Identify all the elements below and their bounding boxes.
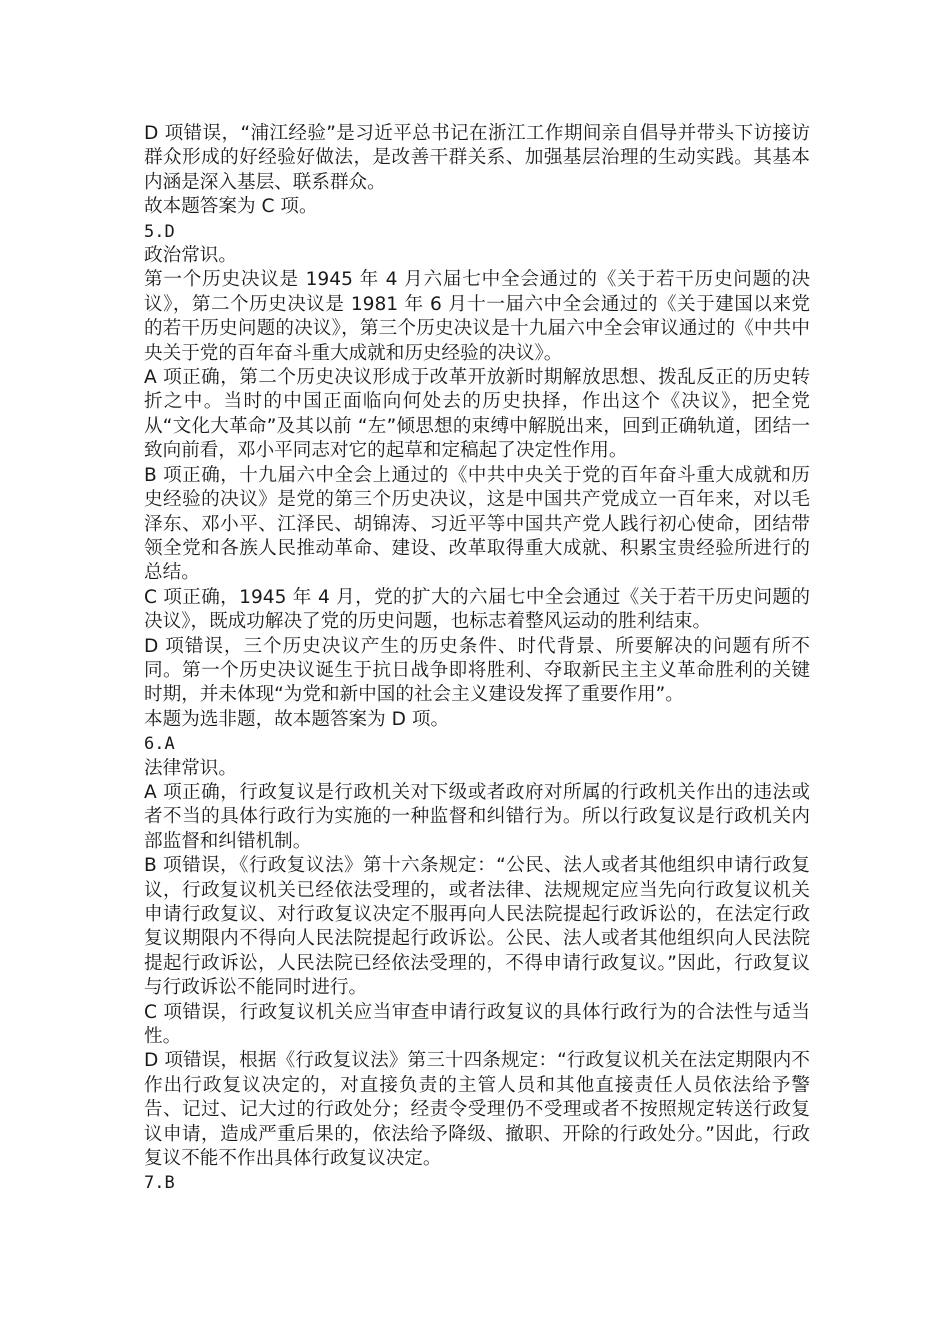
paragraph-d-pujiang: D 项错误，“浦江经验”是习近平总书记在浙江工作期间亲自倡导并带头下访接访群众形成的好经验好做法，是改善干群关系、加强基层治理的生动实践。其基本内涵是深入基层、联系群众。 — [144, 123, 810, 193]
paragraph-option-d-q6: D 项错误，根据《行政复议法》第三十四条规定：“行政复议机关在法定期限内不作出行政复议决定的，对直接负责的主管人员和其他直接责任人员依法给予警告、记过、记大过的行政处分；经责令受理仍不受理或者不按照规定转送行政复议申请，造成严重后果的，依法给予降级、撤职、开除的行政处分。”因此，行政复议不能不作出具体行政复议决定。 — [144, 1050, 810, 1170]
paragraph-option-b-q5: B 项正确，十九届六中全会上通过的《中共中央关于党的百年奋斗重大成就和历史经验的决议》是党的第三个历史决议，这是中国共产党成立一百年来，对以毛泽东、邓小平、江泽民、胡锦涛、习近平等中国共产党人践行初心使命，团结带领全党和各族人民推动革命、建设、改革取得重大成就、积累宝贵经验所进行的总结。 — [144, 464, 810, 584]
paragraph-option-c-q5: C 项正确，1945 年 4 月，党的扩大的六届七中全会通过《关于若干历史问题的决议》，既成功解决了党的历史问题，也标志着整风运动的胜利结束。 — [144, 586, 810, 633]
category-label-q6: 法律常识。 — [144, 757, 237, 779]
answer-line-q4: 故本题答案为 C 项。 — [144, 196, 318, 218]
answer-line-q5: 本题为选非题，故本题答案为 D 项。 — [144, 708, 450, 730]
paragraph-intro-q5: 第一个历史决议是 1945 年 4 月六届七中全会通过的《关于若干历史问题的决议》，第二个历史决议是 1981 年 6 月十一届六中全会通过的《关于建国以来党的若干历史问题的决议》，第三个历史决议是十九届六中全会审议通过的《中共中央关于党的百年奋斗重大成就和历史经验的决议》。 — [144, 269, 810, 364]
paragraph-option-a-q5: A 项正确，第二个历史决议形成于改革开放新时期解放思想、拨乱反正的历史转折之中。当时的中国正面临向何处去的历史抉择，作出这个《决议》，把全党从“文化大革命”及其以前 “左”倾思想的束缚中解脱出来，回到正确轨道，团结一致向前看，邓小平同志对它的起草和定稿起了决定性作用。 — [144, 367, 810, 462]
document-page — [144, 122, 810, 1196]
category-label-q5: 政治常识。 — [144, 245, 237, 267]
paragraph-option-c-q6: C 项错误，行政复议机关应当审查申请行政复议的具体行政行为的合法性与适当性。 — [144, 1001, 810, 1048]
paragraph-option-a-q6: A 项正确，行政复议是行政机关对下级或者政府对所属的行政机关作出的违法或者不当的具体行政行为实施的一种监督和纠错行为。所以行政复议是行政机关内部监督和纠错机制。 — [144, 781, 810, 852]
question-number-6: 6.A — [144, 734, 175, 755]
question-number-7: 7.B — [144, 1173, 175, 1194]
question-number-5: 5.D — [144, 221, 175, 242]
paragraph-option-d-q5: D 项错误，三个历史决议产生的历史条件、时代背景、所要解决的问题有所不同。第一个历史决议诞生于抗日战争即将胜利、夺取新民主主义革命胜利的关键时期，并未体现“为党和新中国的社会主义建设发挥了重要作用”。 — [144, 635, 810, 706]
paragraph-option-b-q6: B 项错误，《行政复议法》第十六条规定：“公民、法人或者其他组织申请行政复议，行政复议机关已经依法受理的，或者法律、法规规定应当先向行政复议机关申请行政复议、对行政复议决定不服再向人民法院提起行政诉讼的，在法定行政复议期限内不得向人民法院提起行政诉讼。公民、法人或者其他组织向人民法院提起行政诉讼，人民法院已经依法受理的，不得申请行政复议。”因此，行政复议与行政诉讼不能同时进行。 — [144, 855, 810, 999]
